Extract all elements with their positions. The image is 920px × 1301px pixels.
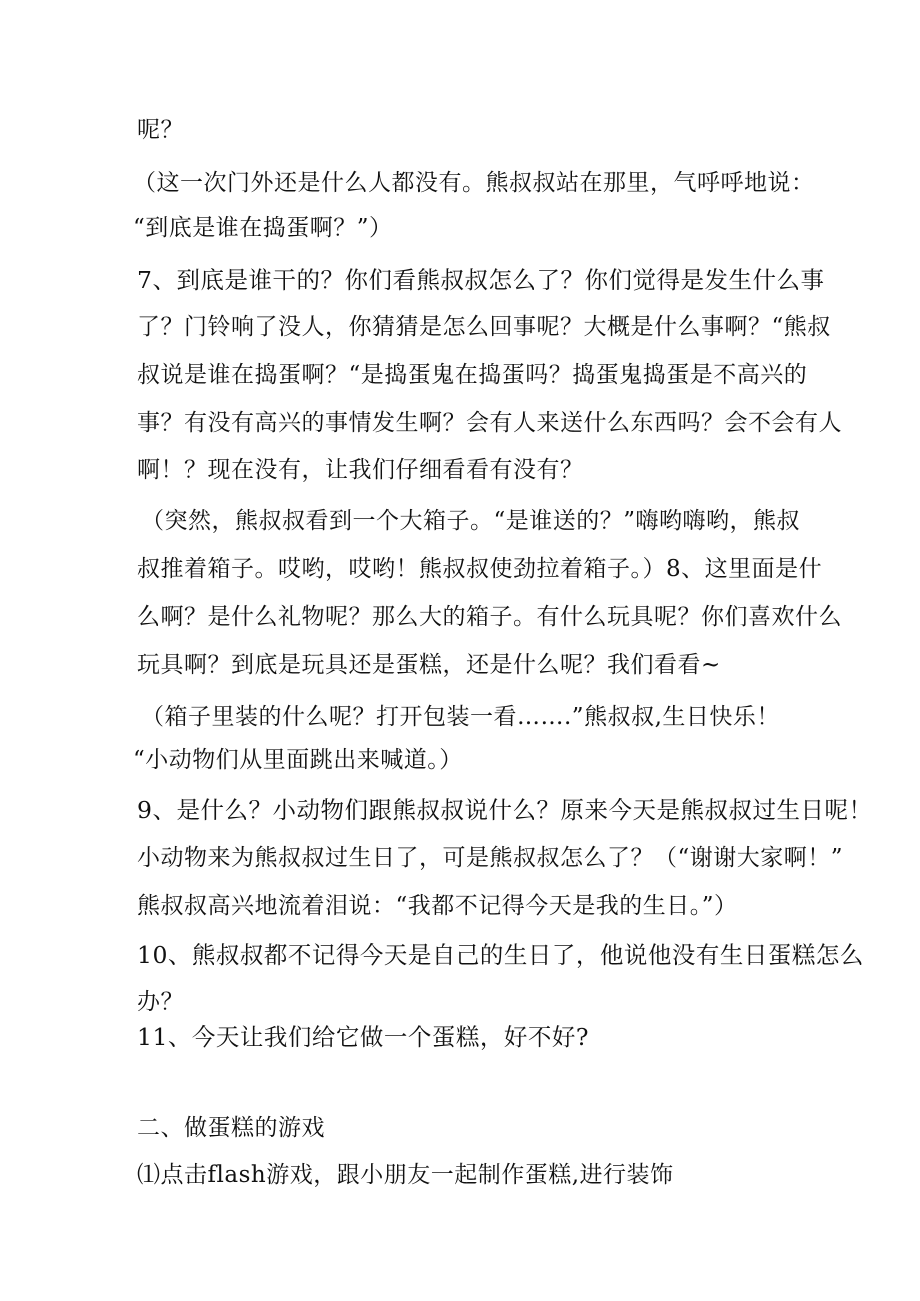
text-line: 11、今天让我们给它做一个蛋糕，好不好?	[137, 1023, 590, 1051]
text-line: （突然，熊叔叔看到一个大箱子。“是谁送的？”嗨哟嗨哟，熊叔	[141, 508, 801, 534]
text-line: 了？门铃响了没人，你猜猜是怎么回事呢？大概是什么事啊？“熊叔	[137, 314, 831, 340]
text-line: “小动物们从里面跳出来喊道。）	[133, 747, 463, 773]
text-line: 么啊？是什么礼物呢？那么大的箱子。有什么玩具呢？你们喜欢什么	[137, 604, 842, 630]
text-line: 9、是什么？小动物们跟熊叔叔说什么？原来今天是熊叔叔过生日呢！	[137, 796, 873, 824]
text-line: （这一次门外还是什么人都没有。熊叔叔站在那里，气呼呼地说：	[133, 170, 815, 196]
text-line: 啊！？现在没有，让我们仔细看看有没有？	[137, 457, 584, 483]
text-line: 叔推着箱子。哎哟，哎哟！熊叔叔使劲拉着箱子。）8、这里面是什	[137, 556, 823, 582]
text-line: 玩具啊？到底是玩具还是蛋糕，还是什么呢？我们看看~	[137, 652, 721, 678]
text-line: 10、熊叔叔都不记得今天是自己的生日了，他说他没有生日蛋糕怎么	[137, 941, 864, 969]
text-line: 熊叔叔高兴地流着泪说：“我都不记得今天是我的生日。”）	[137, 893, 738, 919]
section-heading: 二、做蛋糕的游戏	[137, 1115, 325, 1141]
text-line: “到底是谁在捣蛋啊？”）	[133, 215, 393, 241]
text-line: 叔说是谁在捣蛋啊？“是捣蛋鬼在捣蛋吗？捣蛋鬼捣蛋是不高兴的	[137, 362, 808, 388]
text-line: 事？有没有高兴的事情发生啊？会有人来送什么东西吗？会不会有人	[137, 410, 842, 436]
text-line: （箱子里装的什么呢？打开包装一看…….”熊叔叔,生日快乐！	[141, 704, 780, 730]
text-line: 小动物来为熊叔叔过生日了，可是熊叔叔怎么了？（“谢谢大家啊！”	[137, 845, 844, 871]
text-line: ⑴点击flash游戏，跟小朋友一起制作蛋糕,进行装饰	[137, 1162, 674, 1188]
text-line: 7、到底是谁干的？你们看熊叔叔怎么了？你们觉得是发生什么事	[137, 266, 825, 294]
text-line: 呢？	[137, 117, 184, 143]
text-line: 办？	[137, 989, 184, 1015]
